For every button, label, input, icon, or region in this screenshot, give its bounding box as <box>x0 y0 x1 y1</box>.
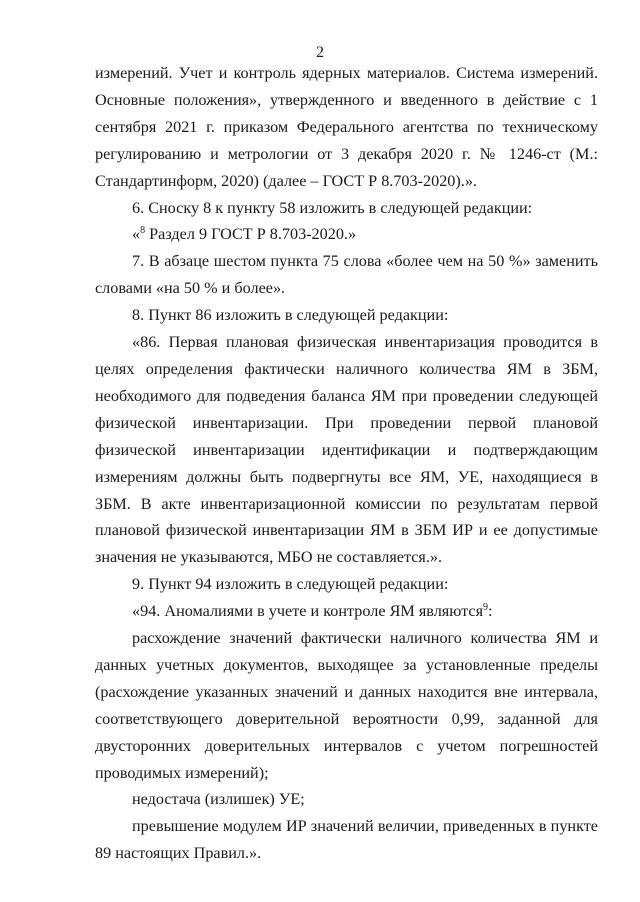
paragraph-point-86: «86. Первая плановая физическая инвентаризация проводится в целях определения фактически наличного количества ЯМ в ЗБМ, необходимого для подведения баланса ЯМ при проведении следующей физической инвентаризации. При проведении первой плановой физической инвентаризации идентификации и подтверждающим измерениям должны быть подвергнуты все ЯМ, УЕ, находящиеся в ЗБМ. В акте инвентаризационной комиссии по результатам первой плановой физической инвентаризации ЯМ в ЗБМ ИР и ее допустимые значения не указываются, МБО не составляется.». <box>95 333 598 567</box>
footnote-9-superscript: 9 <box>483 602 489 614</box>
paragraph-anomaly-shortage: недостача (излишек) УЕ; <box>132 790 305 809</box>
footnote-8-open: « <box>132 225 141 244</box>
paragraph-anomaly-excess: превышение модулем ИР значений величии, приведенных в пункте 89 настоящих Правил.». <box>95 817 598 863</box>
paragraph-item-8: 8. Пункт 86 изложить в следующей редакции: <box>132 306 449 325</box>
footnote-8-text: Раздел 9 ГОСТ Р 8.703-2020.» <box>145 225 357 244</box>
paragraph-anomaly-discrepancy: расхождение значений фактически наличного количества ЯМ и данных учетных документов, выходящее за установленные пределы (расхождение указанных значений и данных находится вне интервала, соответствующего доверительной вероятности 0,99, заданной для двусторонних доверительных интервалов с учетом погрешностей проводимых измерений); <box>95 629 598 782</box>
paragraph-footnote-8 <box>95 221 598 248</box>
page-number: 2 <box>316 44 324 61</box>
point-94-text: «94. Аномалиями в учете и контроле ЯМ являются <box>132 602 484 621</box>
paragraph-point-94 <box>95 598 598 625</box>
document-body <box>95 60 598 867</box>
point-94-colon: : <box>488 602 493 621</box>
paragraph-item-6: 6. Сноску 8 к пункту 58 изложить в следующей редакции: <box>132 198 533 217</box>
paragraph-item-9: 9. Пункт 94 изложить в следующей редакции: <box>132 575 449 594</box>
footnote-8-superscript: 8 <box>140 225 146 237</box>
paragraph-gost-reference: измерений. Учет и контроль ядерных материалов. Система измерений. Основные положения», утвержденного и введенного в действие с 1 сентября 2021 г. приказом Федерального агентства по техническому регулированию и метрологии от 3 декабря 2020 г. № 1246-ст (М.: Стандартинформ, 2020) (далее – ГОСТ Р 8.703-2020).». <box>95 64 598 190</box>
paragraph-item-7: 7. В абзаце шестом пункта 75 слова «более чем на 50 %» заменить словами «на 50 % и более». <box>95 252 598 298</box>
